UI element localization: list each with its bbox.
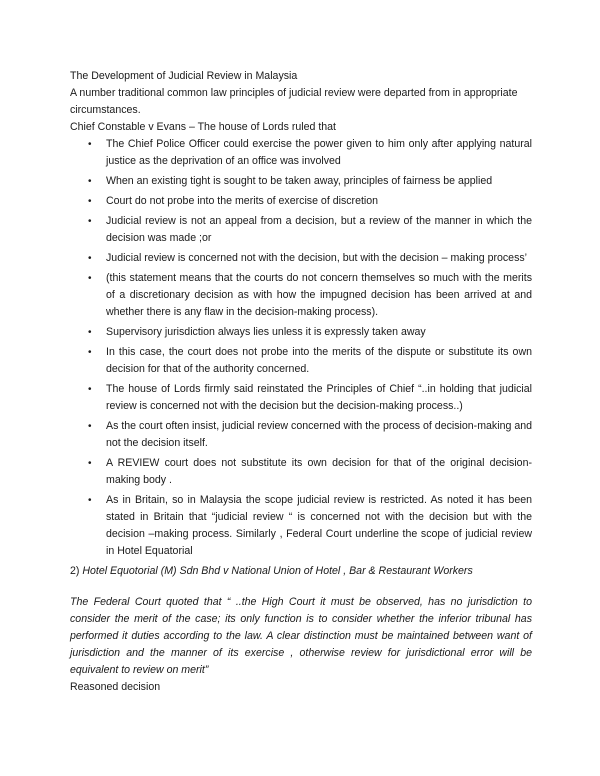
list-item [70, 492, 532, 560]
case-heading: Chief Constable v Evans – The house of Lords ruled that [70, 121, 336, 133]
list-item-text: Court do not probe into the merits of exercise of discretion [106, 195, 379, 207]
list-item-text: The Chief Police Officer could exercise the power given to him only after applying natural justice as the deprivation of an office was involved [106, 138, 532, 167]
list-item [70, 193, 532, 210]
bullet-icon: • [88, 495, 92, 506]
closing-heading: Reasoned decision [70, 681, 161, 693]
list-item-text: Judicial review is not an appeal from a decision, but a review of the manner in which the decision was made ;or [106, 215, 532, 244]
list-item [70, 213, 532, 247]
list-item-text: A REVIEW court does not substitute its own decision for that of the original decision-making body . [106, 457, 532, 486]
list-item [70, 381, 532, 415]
list-item-text: (this statement means that the courts do not concern themselves so much with the merits of a discretionary decision as with how the impugned decision has been arrived at and whether there is any flaw in the decision-making process). [106, 272, 532, 318]
list-item-text: When an existing tight is sought to be taken away, principles of fairness be applied [106, 175, 493, 187]
bullet-icon: • [88, 421, 92, 432]
list-item-text: As in Britain, so in Malaysia the scope judicial review is restricted. As noted it has been stated in Britain that “judicial review “ is concerned not with the decision but with the decision –making process. Similarly , Federal Court underline the scope of judicial review in Hotel Equatorial [106, 494, 532, 557]
court-quote: The Federal Court quoted that “ ..the High Court it must be observed, has no jurisdiction to consider the merit of the case; its only function is to consider whether the inferior tribunal has performed it duties according to the law. A clear distinction must be maintained between want of jurisdiction and the manner of its exercise , otherwise review for jurisdictional error will be equivalent to review on merit” [70, 596, 532, 676]
numbered-case [70, 563, 532, 580]
list-item-text: Supervisory jurisdiction always lies unless it is expressly taken away [106, 326, 426, 338]
bullet-icon: • [88, 196, 92, 207]
document-page [70, 68, 532, 696]
bullet-icon: • [88, 139, 92, 150]
list-item [70, 324, 532, 341]
bullet-icon: • [88, 458, 92, 469]
list-item [70, 250, 532, 267]
bullet-icon: • [88, 176, 92, 187]
bullet-icon: • [88, 384, 92, 395]
list-item [70, 136, 532, 170]
list-item [70, 418, 532, 452]
intro-paragraph: A number traditional common law principles of judicial review were departed from in appropriate circumstances. [70, 87, 518, 116]
list-item [70, 344, 532, 378]
bullet-icon: • [88, 253, 92, 264]
numbered-prefix: 2) [70, 565, 83, 577]
list-item-text: As the court often insist, judicial review concerned with the process of decision-making and not the decision itself. [106, 420, 532, 449]
list-item-text: The house of Lords firmly said reinstated the Principles of Chief “..in holding that judicial review is concerned not with the decision but the decision-making process..) [106, 383, 532, 412]
list-item [70, 173, 532, 190]
list-item [70, 270, 532, 321]
bullet-icon: • [88, 347, 92, 358]
bullet-icon: • [88, 327, 92, 338]
list-item [70, 455, 532, 489]
bullet-icon: • [88, 216, 92, 227]
bullet-icon: • [88, 273, 92, 284]
list-item-text: In this case, the court does not probe into the merits of the dispute or substitute its own decision for that of the authority concerned. [106, 346, 532, 375]
case-name: Hotel Equotorial (M) Sdn Bhd v National Union of Hotel , Bar & Restaurant Workers [82, 565, 473, 577]
principles-list [70, 136, 532, 560]
list-item-text: Judicial review is concerned not with the decision, but with the decision – making process’ [106, 252, 528, 264]
document-title: The Development of Judicial Review in Malaysia [70, 70, 298, 82]
